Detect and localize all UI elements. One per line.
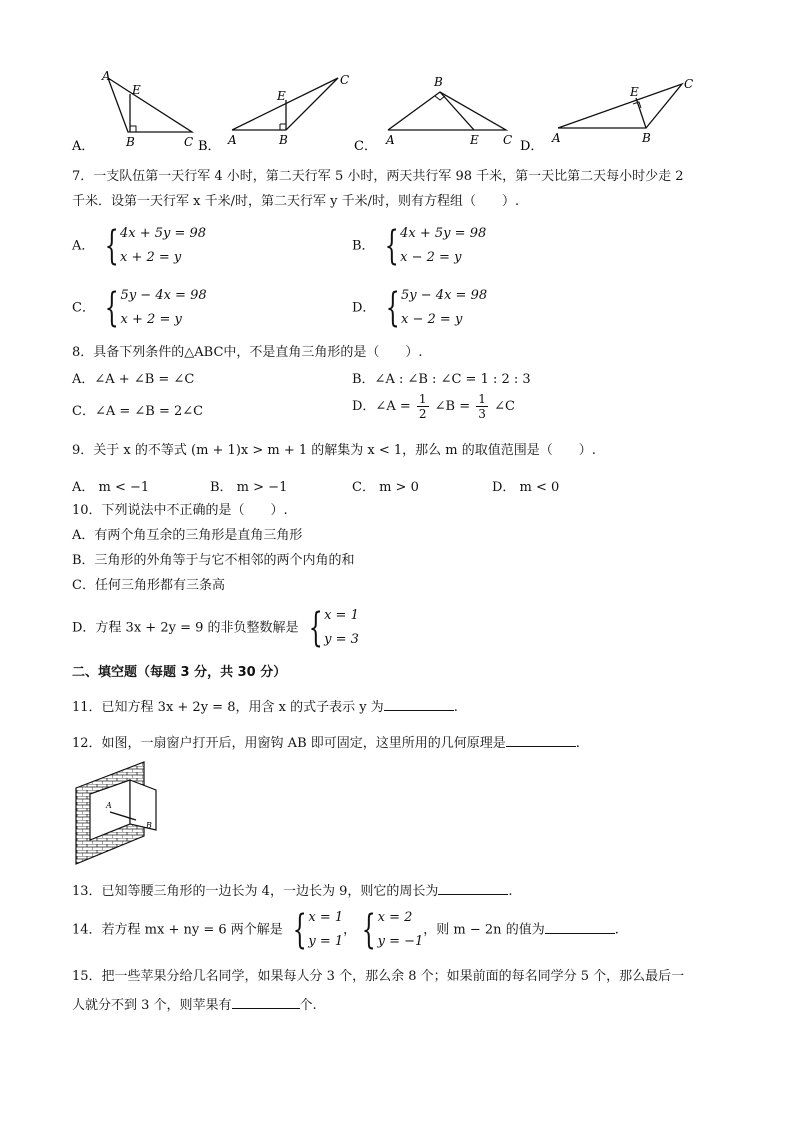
option-label: C． [72,300,95,316]
option-text: ∠B = [434,399,471,414]
question-text: . [453,700,458,715]
eq-row: x + 2 = y [119,250,182,265]
q13 [72,880,513,901]
option-c-label: C． [354,139,377,154]
q7-stem-line1: 7．一支队伍第一天行军 4 小时，第二天行军 5 小时，两天共行军 98 千米，第一天比第二天每小时少走 2 [72,169,684,184]
fig-b-label-c: C [340,73,350,87]
eq-row: 4x + 5y = 98 [400,226,487,241]
q10-option-c[interactable]: C．任何三角形都有三条高 [72,578,225,593]
q6-figures [70,70,730,155]
question-text: 人就分不到 3 个，则苹果有 [72,998,232,1013]
fig-c-label-e: E [470,133,479,147]
numerator: 1 [478,392,486,406]
q7-option-b[interactable] [352,222,486,270]
figure-b [227,73,349,147]
window-label-a: A [106,801,112,810]
equation-system: { 5y − 4x = 98 x + 2 = y [104,285,207,331]
option-text: D．∠A = [352,399,411,414]
window-figure [72,760,162,868]
q15-line2 [72,994,317,1015]
eq-row: y = −1 [377,934,424,949]
fig-b-label-b: B [279,133,288,147]
q9-option-c[interactable]: C． m > 0 [352,480,419,495]
figure-a [101,70,193,149]
option-label: B． [352,238,375,254]
equation-system: { x = 1 y = 3 [308,605,359,651]
fig-a-label-c: C [184,135,194,149]
question-text: 11．已知方程 3x + 2y = 8，用含 x 的式子表示 y 为 [72,700,384,715]
equation-system: { 4x + 5y = 98 x + 2 = y [104,223,207,269]
q9-option-a[interactable]: A． m < −1 [72,480,150,495]
eq-row: y = 3 [324,632,359,647]
eq-row: x − 2 = y [401,312,463,327]
fig-a-label-e: E [132,83,141,97]
q7-option-d[interactable] [352,284,487,332]
fig-c-label-b: B [434,75,443,89]
option-label: A． [72,238,95,254]
option-label: D． [352,300,376,316]
numerator: 1 [418,392,427,406]
eq-row: x = 2 [377,910,413,925]
q9-option-d[interactable]: D． m < 0 [492,480,560,495]
eq-row: y = 1 [308,934,344,949]
question-text: 13．已知等腰三角形的一边长为 4，一边长为 9，则它的周长为 [72,884,439,899]
q7-stem-line2: 千米．设第一天行军 x 千米/时，第二天行军 y 千米/时，则有方程组（ ）. [72,194,520,209]
option-text: ∠C [494,399,515,414]
answer-blank[interactable] [232,994,300,1009]
q15-line1: 15．把一些苹果分给几名同学，如果每人分 3 个，那么余 8 个；如果前面的每名同学分 5 个，那么最后一 [72,969,685,984]
q12 [72,732,580,753]
fig-b-label-a: A [228,133,237,147]
eq-row: x + 2 = y [120,312,182,327]
q10-option-d[interactable] [72,604,359,652]
eq-row: x = 1 [324,608,359,623]
equation-system: { x = 1 y = 1 [292,907,344,953]
q9-option-b[interactable]: B． m > −1 [210,480,288,495]
q10-option-a[interactable]: A．有两个角互余的三角形是直角三角形 [72,528,303,543]
figure-d [551,77,693,145]
fig-d-label-a: A [552,131,561,145]
section-heading: 二、填空题（每题 3 分，共 30 分） [72,665,287,680]
option-text: D．方程 3x + 2y = 9 的非负整数解是 [72,620,299,636]
q10-option-b[interactable]: B．三角形的外角等于与它不相邻的两个内角的和 [72,553,355,568]
equation-system: { 5y − 4x = 98 x − 2 = y [385,285,488,331]
q14 [72,906,619,954]
q7-option-a[interactable] [72,222,206,270]
denominator: 3 [478,407,486,421]
answer-blank[interactable] [545,919,615,934]
window-label-b: B [146,821,152,830]
eq-row: 5y − 4x = 98 [401,288,488,303]
question-text: . [575,736,580,751]
q10-stem: 10．下列说法中不正确的是（ ）. [72,503,288,518]
eq-row: x = 1 [308,910,344,925]
fig-a-label-b: B [126,135,135,149]
fig-d-label-b: B [642,131,651,145]
question-text: ， [343,922,357,938]
question-text: 12．如图，一扇窗户打开后，用窗钩 AB 即可固定，这里所用的几何原理是 [72,736,506,751]
fraction [476,392,488,421]
figure-c [385,75,512,147]
denominator: 2 [418,407,427,421]
q8-option-c[interactable]: C．∠A = ∠B = 2∠C [72,404,204,419]
option-b-label: B． [198,139,221,154]
fraction [417,392,429,421]
fig-c-label-a: A [386,133,395,147]
eq-row: x − 2 = y [400,250,462,265]
answer-blank[interactable] [506,732,576,747]
fig-b-label-e: E [277,89,286,103]
q9-stem: 9．关于 x 的不等式 (m + 1)x > m + 1 的解集为 x < 1，那么 m 的取值范围是（ ）. [72,443,596,458]
fig-d-label-c: C [684,77,694,91]
eq-row: 4x + 5y = 98 [119,226,207,241]
q8-option-d[interactable] [352,392,515,421]
question-text: 个. [299,998,317,1013]
fig-c-label-c: C [503,133,513,147]
answer-blank[interactable] [438,880,508,895]
option-a-label: A． [72,139,95,154]
question-text: 14．若方程 mx + ny = 6 两个解是 [72,922,283,938]
q8-option-a[interactable]: A．∠A + ∠B = ∠C [72,372,195,387]
question-text: . [508,884,513,899]
fig-d-label-e: E [630,85,639,99]
equation-system: { x = 2 y = −1 [361,907,424,953]
eq-row: 5y − 4x = 98 [120,288,207,303]
q11 [72,696,458,717]
q7-option-c[interactable] [72,284,207,332]
fig-a-label-a: A [102,70,111,83]
question-text: ，则 m − 2n 的值为 [423,922,545,938]
q8-stem: 8．具备下列条件的△ABC中，不是直角三角形的是（ ）. [72,345,423,360]
option-d-label: D． [520,139,544,154]
question-text: . [614,922,619,938]
q8-option-b[interactable]: B．∠A : ∠B : ∠C = 1 : 2 : 3 [352,372,531,387]
equation-system: { 4x + 5y = 98 x − 2 = y [384,223,487,269]
answer-blank[interactable] [384,696,454,711]
